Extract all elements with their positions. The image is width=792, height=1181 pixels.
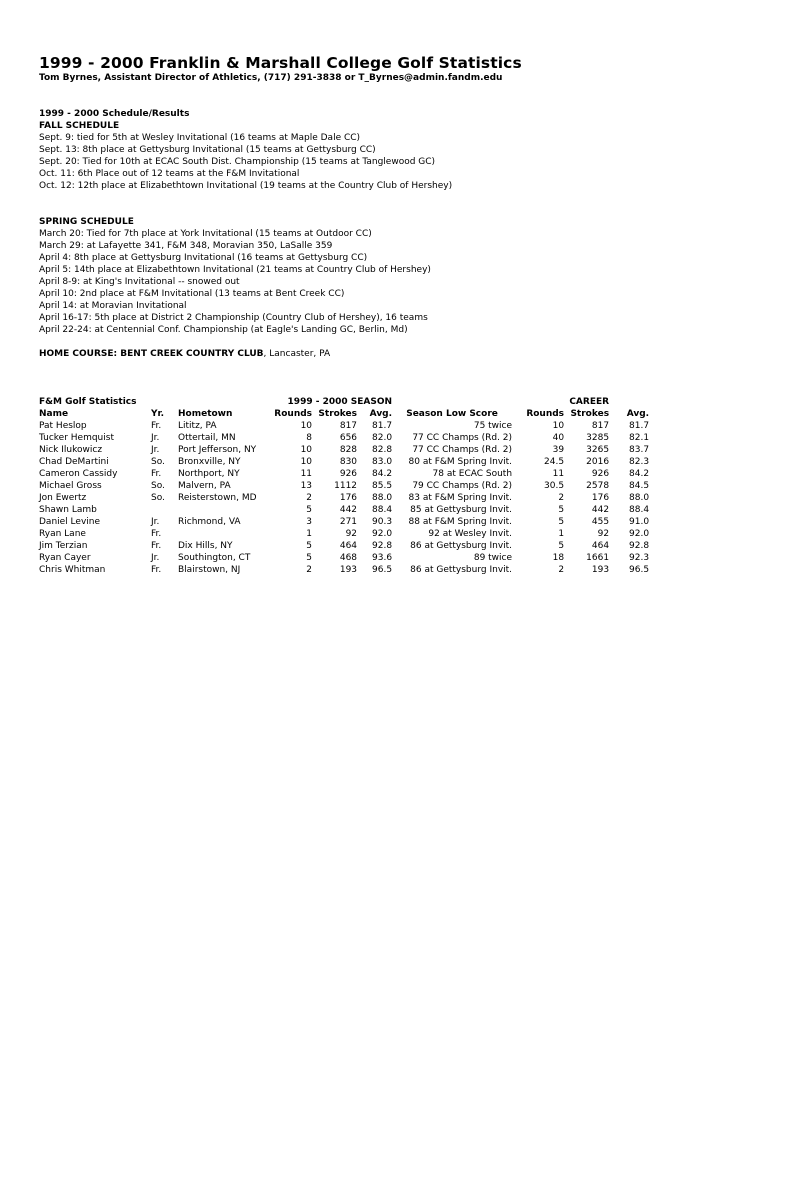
cell-strokes: 817: [339, 421, 358, 431]
table-row: [39, 492, 649, 504]
cell-low: 77 CC Champs (Rd. 2): [412, 445, 513, 455]
cell-low: 88 at F&M Spring Invit.: [408, 517, 513, 527]
cell-yr: Jr.: [151, 517, 160, 527]
schedule-section: [39, 108, 759, 360]
fall-schedule-item: Sept. 13: 8th place at Gettysburg Invitational (15 teams at Gettysburg CC): [39, 145, 376, 155]
table-row: [39, 552, 649, 564]
col-hometown: Hometown: [178, 409, 233, 419]
col-avg: Avg.: [369, 409, 393, 419]
table-row: [39, 528, 649, 540]
cell-hometown: Northport, NY: [178, 469, 240, 479]
cell-c-avg: 83.7: [629, 445, 650, 455]
table-row: [39, 432, 649, 444]
cell-strokes: 828: [339, 445, 358, 455]
cell-rounds: 2: [306, 493, 313, 503]
cell-avg: 88.0: [372, 493, 393, 503]
cell-name: Ryan Lane: [39, 529, 86, 539]
cell-low: 92 at Wesley Invit.: [428, 529, 513, 539]
col-career-avg: Avg.: [626, 409, 650, 419]
col-career-strokes: Strokes: [570, 409, 610, 419]
cell-yr: Fr.: [151, 469, 162, 479]
fall-schedule-item: Oct. 12: 12th place at Elizabethtown Invitational (19 teams at the Country Club of Hershey): [39, 181, 453, 191]
cell-yr: Fr.: [151, 529, 162, 539]
cell-low: 85 at Gettysburg Invit.: [410, 505, 513, 515]
cell-c-avg: 92.0: [629, 529, 650, 539]
cell-c-strokes: 3285: [586, 433, 610, 443]
fall-schedule-heading: FALL SCHEDULE: [39, 121, 120, 131]
cell-hometown: Blairstown, NJ: [178, 565, 241, 575]
spring-schedule-item: March 29: at Lafayette 341, F&M 348, Moravian 350, LaSalle 359: [39, 241, 333, 251]
cell-hometown: Ottertail, MN: [178, 433, 236, 443]
cell-c-rounds: 5: [558, 541, 565, 551]
cell-avg: 85.5: [372, 481, 393, 491]
cell-avg: 92.0: [372, 529, 393, 539]
cell-rounds: 10: [300, 457, 313, 467]
cell-strokes: 656: [339, 433, 358, 443]
table-row: [39, 480, 649, 492]
cell-avg: 92.8: [372, 541, 393, 551]
cell-strokes: 442: [339, 505, 358, 515]
cell-low: 77 CC Champs (Rd. 2): [412, 433, 513, 443]
cell-strokes: 92: [345, 529, 358, 539]
cell-hometown: [178, 528, 274, 540]
cell-c-strokes: 2578: [586, 481, 610, 491]
cell-yr: Fr.: [151, 421, 162, 431]
spring-schedule-item: April 10: 2nd place at F&M Invitational (13 teams at Bent Creek CC): [39, 289, 345, 299]
cell-rounds: 8: [306, 433, 313, 443]
cell-c-strokes: 464: [591, 541, 610, 551]
cell-name: Nick Ilukowicz: [39, 445, 103, 455]
cell-c-strokes: 442: [591, 505, 610, 515]
cell-c-strokes: 2016: [586, 457, 610, 467]
table-row: [39, 504, 649, 516]
cell-strokes: 1112: [334, 481, 358, 491]
cell-low: 83 at F&M Spring Invit.: [408, 493, 513, 503]
cell-hometown: [178, 504, 274, 516]
cell-c-rounds: 11: [552, 469, 565, 479]
cell-low: 86 at Gettysburg Invit.: [410, 565, 513, 575]
cell-rounds: 3: [306, 517, 313, 527]
table-row: [39, 456, 649, 468]
cell-rounds: 10: [300, 445, 313, 455]
cell-c-rounds: 5: [558, 517, 565, 527]
cell-yr: [151, 504, 178, 516]
cell-low: 75 twice: [473, 421, 513, 431]
cell-hometown: Reisterstown, MD: [178, 493, 257, 503]
page-title: 1999 - 2000 Franklin & Marshall College Golf Statistics: [39, 54, 522, 72]
cell-c-rounds: 40: [552, 433, 565, 443]
cell-strokes: 464: [339, 541, 358, 551]
cell-name: Jim Terzian: [39, 541, 88, 551]
col-season-low: Season Low Score: [406, 409, 498, 419]
cell-hometown: Southington, CT: [178, 553, 251, 563]
cell-low: 80 at F&M Spring Invit.: [408, 457, 513, 467]
table-row: [39, 516, 649, 528]
table-row: [39, 468, 649, 480]
cell-rounds: 1: [306, 529, 313, 539]
column-header-row: [39, 408, 649, 420]
cell-c-rounds: 1: [558, 529, 565, 539]
cell-c-strokes: 1661: [586, 553, 610, 563]
schedule-heading: 1999 - 2000 Schedule/Results: [39, 109, 190, 119]
spring-schedule-heading: SPRING SCHEDULE: [39, 217, 134, 227]
spring-schedule-item: April 22-24: at Centennial Conf. Championship (at Eagle's Landing GC, Berlin, Md): [39, 325, 408, 335]
home-course-label: HOME COURSE: BENT CREEK COUNTRY CLUB: [39, 349, 264, 359]
fall-schedule-list: [39, 132, 759, 192]
spring-schedule-item: April 14: at Moravian Invitational: [39, 301, 187, 311]
cell-yr: Fr.: [151, 541, 162, 551]
cell-rounds: 10: [300, 421, 313, 431]
cell-low: 79 CC Champs (Rd. 2): [412, 481, 513, 491]
spring-schedule-item: March 20: Tied for 7th place at York Invitational (15 teams at Outdoor CC): [39, 229, 372, 239]
cell-strokes: 830: [339, 457, 358, 467]
table-row: [39, 564, 649, 576]
cell-c-avg: 84.2: [629, 469, 650, 479]
cell-strokes: 176: [339, 493, 358, 503]
cell-name: Shawn Lamb: [39, 505, 97, 515]
cell-strokes: 271: [339, 517, 358, 527]
cell-c-strokes: 926: [591, 469, 610, 479]
spring-schedule-list: [39, 228, 759, 336]
spring-schedule-item: April 16-17: 5th place at District 2 Championship (Country Club of Hershey), 16 teams: [39, 313, 428, 323]
cell-yr: So.: [151, 481, 165, 491]
cell-name: Jon Ewertz: [39, 493, 87, 503]
career-title: CAREER: [569, 397, 610, 407]
cell-c-avg: 81.7: [629, 421, 650, 431]
cell-yr: So.: [151, 457, 165, 467]
cell-name: Cameron Cassidy: [39, 469, 118, 479]
cell-avg: 90.3: [372, 517, 393, 527]
cell-strokes: 193: [339, 565, 358, 575]
spring-schedule-item: April 5: 14th place at Elizabethtown Invitational (21 teams at Country Club of Hershey): [39, 265, 431, 275]
col-name: Name: [39, 409, 69, 419]
fall-schedule-item: Sept. 9: tied for 5th at Wesley Invitational (16 teams at Maple Dale CC): [39, 133, 361, 143]
table-row: [39, 444, 649, 456]
cell-c-strokes: 176: [591, 493, 610, 503]
cell-c-avg: 96.5: [629, 565, 650, 575]
cell-c-rounds: 24.5: [544, 457, 565, 467]
cell-c-avg: 92.8: [629, 541, 650, 551]
cell-c-rounds: 10: [552, 421, 565, 431]
cell-rounds: 11: [300, 469, 313, 479]
table-row: [39, 540, 649, 552]
cell-name: Pat Heslop: [39, 421, 87, 431]
col-career-rounds: Rounds: [526, 409, 565, 419]
home-course-location: , Lancaster, PA: [263, 349, 331, 359]
cell-c-avg: 91.0: [629, 517, 650, 527]
cell-name: Daniel Levine: [39, 517, 101, 527]
cell-yr: Jr.: [151, 553, 160, 563]
cell-c-rounds: 2: [558, 493, 565, 503]
season-title: 1999 - 2000 SEASON: [287, 397, 393, 407]
cell-low: 86 at Gettysburg Invit.: [410, 541, 513, 551]
cell-c-rounds: 2: [558, 565, 565, 575]
cell-c-strokes: 193: [591, 565, 610, 575]
cell-hometown: Dix Hills, NY: [178, 541, 233, 551]
cell-yr: Jr.: [151, 433, 160, 443]
cell-name: Chad DeMartini: [39, 457, 109, 467]
cell-c-avg: 88.4: [629, 505, 650, 515]
cell-c-strokes: 3265: [586, 445, 610, 455]
cell-c-rounds: 30.5: [544, 481, 565, 491]
cell-low: 78 at ECAC South: [432, 469, 513, 479]
cell-low: 89 twice: [473, 553, 513, 563]
col-yr: Yr.: [151, 409, 165, 419]
cell-yr: So.: [151, 493, 165, 503]
cell-rounds: 13: [300, 481, 313, 491]
fall-schedule-item: Oct. 11: 6th Place out of 12 teams at the F&M Invitational: [39, 169, 300, 179]
cell-hometown: Richmond, VA: [178, 517, 241, 527]
cell-c-avg: 82.1: [629, 433, 650, 443]
cell-hometown: Bronxville, NY: [178, 457, 241, 467]
col-rounds: Rounds: [274, 409, 313, 419]
cell-c-rounds: 18: [552, 553, 565, 563]
home-course: [39, 348, 759, 360]
cell-name: Ryan Cayer: [39, 553, 91, 563]
cell-avg: 93.6: [372, 553, 393, 563]
cell-c-avg: 92.3: [629, 553, 650, 563]
cell-avg: 84.2: [372, 469, 393, 479]
cell-yr: Fr.: [151, 565, 162, 575]
cell-rounds: 2: [306, 565, 313, 575]
cell-avg: 96.5: [372, 565, 393, 575]
cell-hometown: Port Jefferson, NY: [178, 445, 257, 455]
document-page: [39, 54, 759, 576]
cell-c-avg: 88.0: [629, 493, 650, 503]
golf-stats-table: [39, 396, 649, 576]
cell-name: Chris Whitman: [39, 565, 106, 575]
spring-schedule-item: April 4: 8th place at Gettysburg Invitational (16 teams at Gettysburg CC): [39, 253, 368, 263]
fall-schedule-item: Sept. 20: Tied for 10th at ECAC South Dist. Championship (15 teams at Tanglewood GC): [39, 157, 436, 167]
cell-c-strokes: 92: [597, 529, 610, 539]
cell-c-avg: 84.5: [629, 481, 650, 491]
cell-rounds: 5: [306, 553, 313, 563]
cell-hometown: Malvern, PA: [178, 481, 231, 491]
cell-avg: 82.8: [372, 445, 393, 455]
cell-strokes: 926: [339, 469, 358, 479]
cell-strokes: 468: [339, 553, 358, 563]
cell-c-rounds: 5: [558, 505, 565, 515]
table-title: F&M Golf Statistics: [39, 397, 137, 407]
cell-rounds: 5: [306, 505, 313, 515]
cell-name: Tucker Hemquist: [39, 433, 114, 443]
contact-line: Tom Byrnes, Assistant Director of Athletics, (717) 291-3838 or T_Byrnes@admin.fandm.edu: [39, 73, 503, 83]
cell-rounds: 5: [306, 541, 313, 551]
cell-avg: 88.4: [372, 505, 393, 515]
cell-hometown: Lititz, PA: [178, 421, 217, 431]
table-title-row: [39, 396, 649, 408]
table-row: [39, 420, 649, 432]
cell-avg: 82.0: [372, 433, 393, 443]
cell-name: Michael Gross: [39, 481, 102, 491]
cell-c-strokes: 455: [591, 517, 610, 527]
col-strokes: Strokes: [318, 409, 358, 419]
spring-schedule-item: April 8-9: at King's Invitational -- snowed out: [39, 277, 240, 287]
cell-c-avg: 82.3: [629, 457, 650, 467]
cell-avg: 81.7: [372, 421, 393, 431]
cell-c-strokes: 817: [591, 421, 610, 431]
cell-c-rounds: 39: [552, 445, 565, 455]
cell-avg: 83.0: [372, 457, 393, 467]
cell-yr: Jr.: [151, 445, 160, 455]
